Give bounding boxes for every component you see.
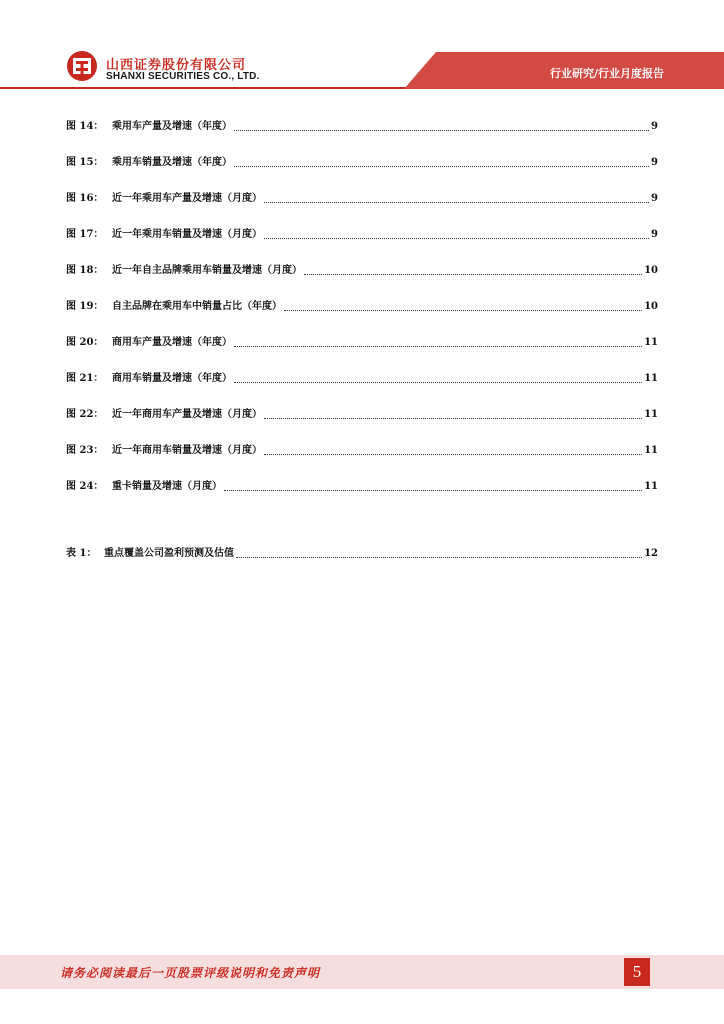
- toc-row[interactable]: [66, 335, 658, 371]
- entry-page-number: 11: [644, 337, 658, 348]
- entry-label: 表 1：: [66, 548, 97, 559]
- toc-row[interactable]: [66, 371, 658, 407]
- entry-label: 图 24：: [66, 481, 104, 492]
- toc-row[interactable]: [66, 155, 658, 191]
- entry-title: 乘用车产量及增速（年度）: [112, 121, 232, 132]
- entry-page-number: 11: [644, 481, 658, 492]
- entry-page-number: 9: [651, 157, 658, 168]
- toc-row[interactable]: [66, 407, 658, 443]
- entry-page-number: 9: [651, 229, 658, 240]
- entry-page-number: 11: [644, 445, 658, 456]
- entry-label: 图 20：: [66, 337, 104, 348]
- toc-row[interactable]: [66, 119, 658, 155]
- page-footer: [0, 955, 724, 989]
- entry-label: 图 19：: [66, 301, 104, 312]
- dot-leader: [264, 407, 642, 419]
- entry-page-number: 10: [644, 265, 658, 276]
- toc-row[interactable]: [66, 227, 658, 263]
- disclaimer-note: 请务必阅读最后一页股票评级说明和免责声明: [60, 966, 321, 980]
- entry-title: 近一年商用车产量及增速（月度）: [112, 409, 262, 420]
- entry-label: 图 18：: [66, 265, 104, 276]
- dot-leader: [264, 227, 649, 239]
- entry-title: 自主品牌在乘用车中销量占比（年度）: [112, 301, 282, 312]
- entry-label: 图 23：: [66, 445, 104, 456]
- page-header: [0, 0, 724, 100]
- entry-title: 商用车销量及增速（年度）: [112, 373, 232, 384]
- report-type: 行业研究/行业月度报告: [549, 67, 664, 80]
- entry-page-number: 12: [644, 548, 658, 559]
- toc-row[interactable]: [66, 191, 658, 227]
- entry-title: 近一年乘用车产量及增速（月度）: [112, 193, 262, 204]
- dot-leader: [234, 371, 642, 383]
- entry-title: 重卡销量及增速（月度）: [112, 481, 222, 492]
- entry-label: 图 15：: [66, 157, 104, 168]
- entry-title: 重点覆盖公司盈利预测及估值: [104, 548, 234, 559]
- entry-label: 图 14：: [66, 121, 104, 132]
- entry-page-number: 11: [644, 409, 658, 420]
- company-name-en: SHANXI SECURITIES CO., LTD.: [106, 71, 260, 82]
- toc-row[interactable]: [66, 443, 658, 479]
- dot-leader: [234, 119, 649, 131]
- entry-page-number: 11: [644, 373, 658, 384]
- toc-row[interactable]: [66, 479, 658, 515]
- entry-title: 近一年自主品牌乘用车销量及增速（月度）: [112, 265, 302, 276]
- dot-leader: [234, 155, 649, 167]
- dot-leader: [224, 479, 642, 491]
- dot-leader: [284, 299, 642, 311]
- entry-page-number: 9: [651, 121, 658, 132]
- company-name-cn: 山西证券股份有限公司: [106, 58, 247, 73]
- list-gap: [66, 515, 658, 546]
- entry-label: 图 21：: [66, 373, 104, 384]
- entry-label: 图 17：: [66, 229, 104, 240]
- entry-page-number: 9: [651, 193, 658, 204]
- entry-title: 商用车产量及增速（年度）: [112, 337, 232, 348]
- figure-table-list: [66, 119, 658, 582]
- entry-title: 乘用车销量及增速（年度）: [112, 157, 232, 168]
- dot-leader: [264, 443, 642, 455]
- page-number: 5: [624, 958, 650, 986]
- entry-title: 近一年商用车销量及增速（月度）: [112, 445, 262, 456]
- dot-leader: [236, 546, 642, 558]
- toc-row[interactable]: [66, 263, 658, 299]
- dot-leader: [264, 191, 649, 203]
- entry-page-number: 10: [644, 301, 658, 312]
- dot-leader: [304, 263, 642, 275]
- entry-label: 图 16：: [66, 193, 104, 204]
- entry-label: 图 22：: [66, 409, 104, 420]
- toc-row[interactable]: [66, 299, 658, 335]
- toc-row[interactable]: [66, 546, 658, 582]
- entry-title: 近一年乘用车销量及增速（月度）: [112, 229, 262, 240]
- dot-leader: [234, 335, 642, 347]
